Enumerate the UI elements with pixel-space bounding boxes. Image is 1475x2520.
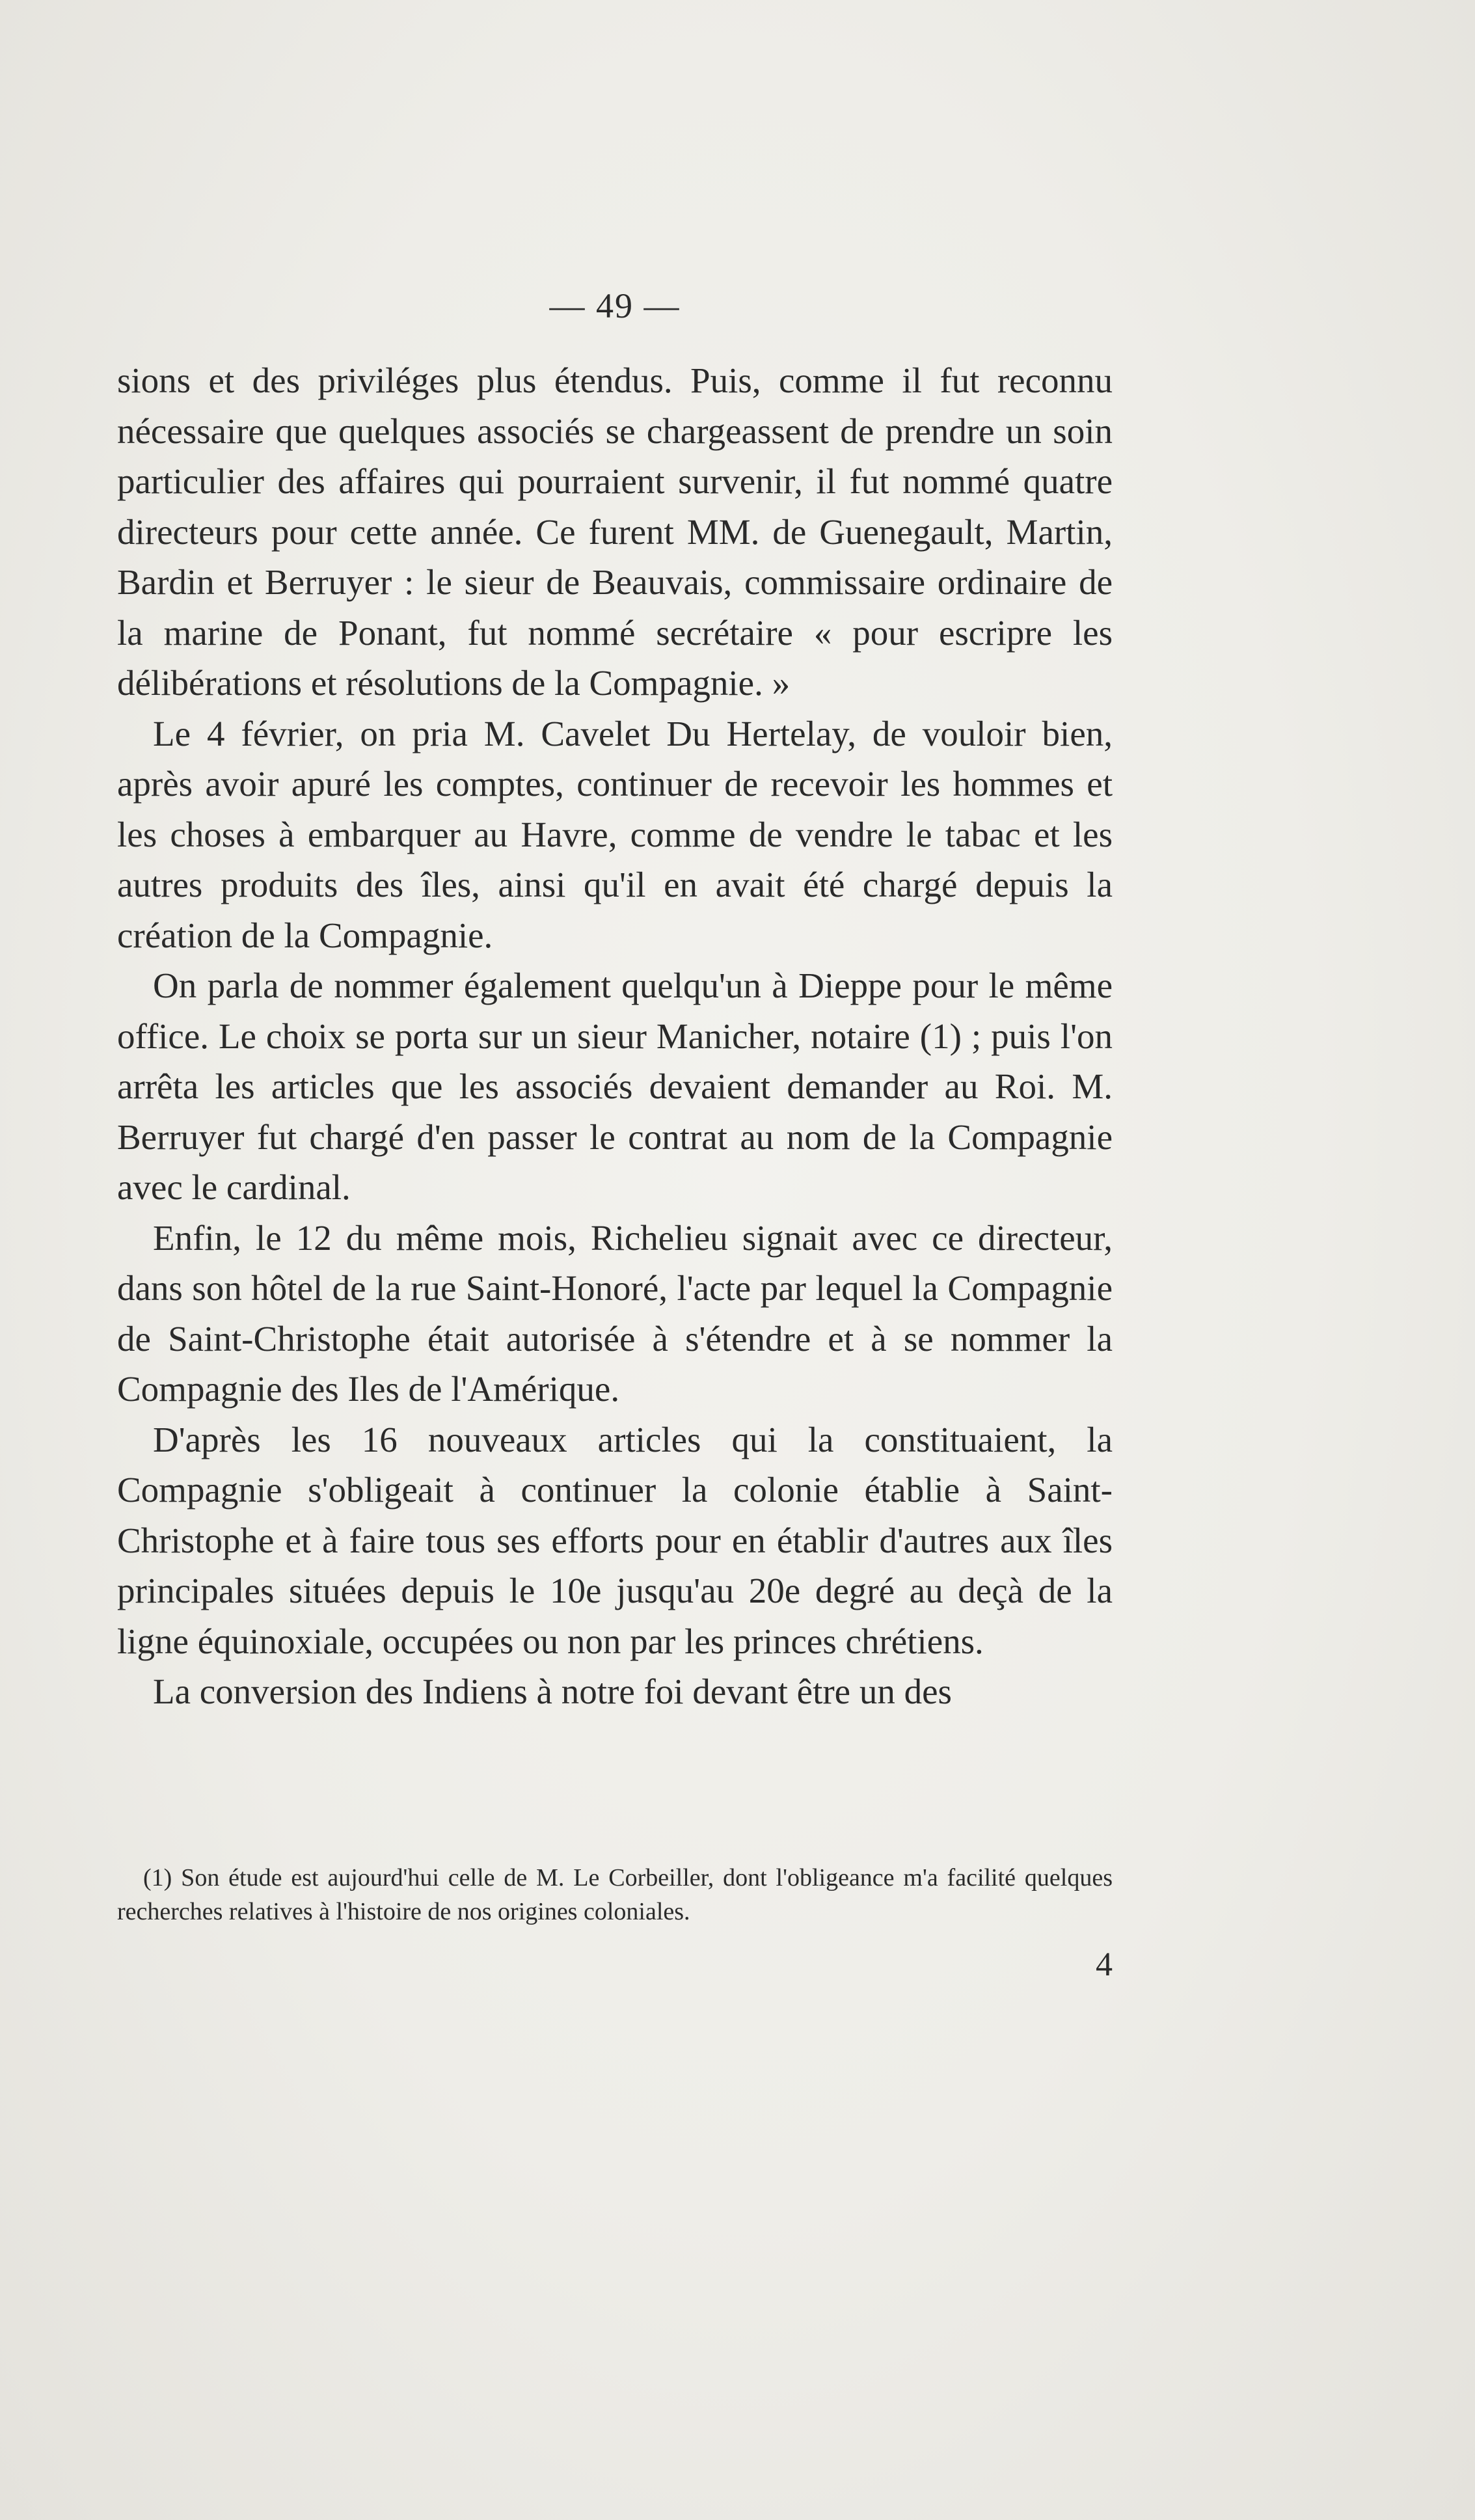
footnote — [117, 1861, 1113, 1929]
paragraph-4: Enfin, le 12 du même mois, Richelieu signait avec ce directeur, dans son hôtel de la rue Saint-Honoré, l'acte par lequel la Compagnie de Saint-Christophe était autorisée à s'étendre et à se nommer la Compagnie des Iles de l'Amérique. — [117, 1217, 1113, 1409]
body-text — [117, 355, 1113, 1717]
page-number: — 49 — — [549, 286, 681, 325]
paragraph-6: La conversion des Indiens à notre foi devant être un des — [153, 1672, 952, 1711]
paragraph-2: Le 4 février, on pria M. Cavelet Du Hertelay, de vouloir bien, après avoir apuré les comptes, continuer de recevoir les hommes et les choses à embarquer au Havre, comme de vendre le tabac et les autres produits des îles, ainsi qu'il en avait été chargé depuis la création de la Compagnie. — [117, 713, 1113, 955]
footnote-text: (1) Son étude est aujourd'hui celle de M. Le Corbeiller, dont l'obligeance m'a facilité quelques recherches relatives à l'histoire de nos origines coloniales. — [117, 1864, 1113, 1925]
signature-mark: 4 — [1096, 1946, 1113, 1983]
paragraph-5: D'après les 16 nouveaux articles qui la constituaient, la Compagnie s'obligeait à continuer la colonie établie à Saint-Christophe et à faire tous ses efforts pour en établir d'autres aux îles principales situées depuis le 10e jusqu'au 20e degré au deçà de la ligne équinoxiale, occupées ou non par les princes chrétiens. — [117, 1419, 1113, 1661]
paragraph-3: On parla de nommer également quelqu'un à Dieppe pour le même office. Le choix se porta sur un sieur Manicher, notaire (1) ; puis l'on arrêta les articles que les associés devaient demander au Roi. M. Berruyer fut chargé d'en passer le contrat au nom de la Compagnie avec le cardinal. — [117, 966, 1113, 1207]
paragraph-1: sions et des priviléges plus étendus. Puis, comme il fut reconnu nécessaire que quelques associés se chargeassent de prendre un soin particulier des affaires qui pourraient survenir, il fut nommé quatre directeurs pour cette année. Ce furent MM. de Guenegault, Martin, Bardin et Berruyer : le sieur de Beauvais, commissaire ordinaire de la marine de Ponant, fut nommé secrétaire « pour escripre les délibérations et résolutions de la Compagnie. » — [117, 360, 1113, 703]
